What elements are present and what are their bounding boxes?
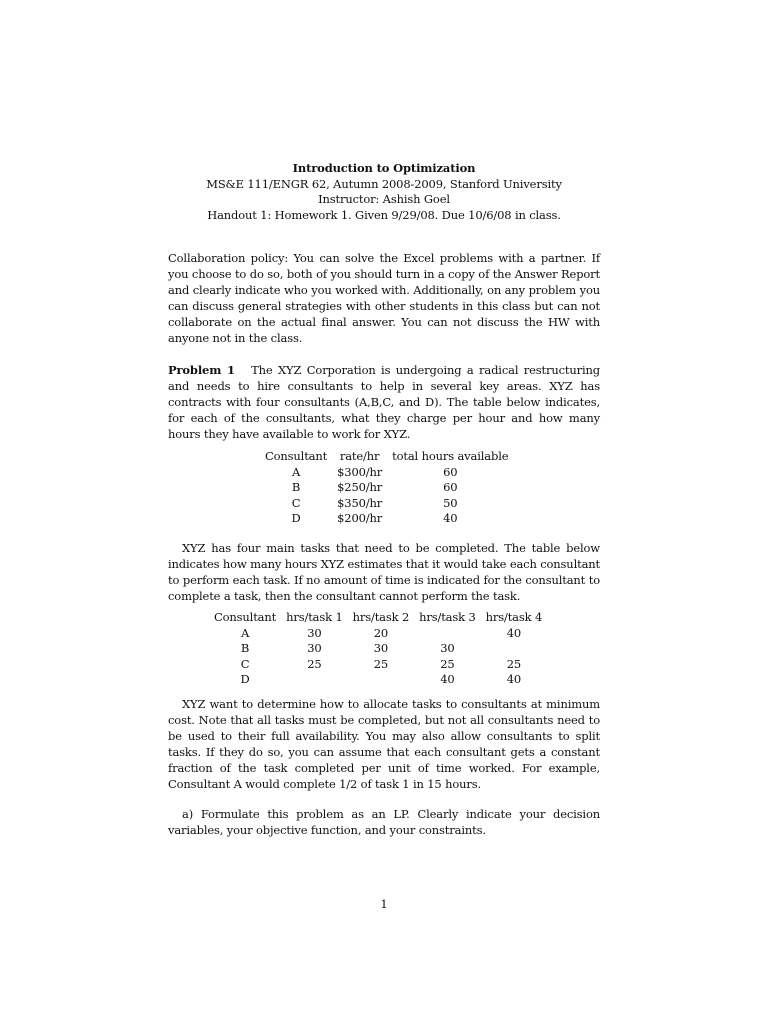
table-cell (348, 672, 415, 688)
table-cell: C (291, 495, 301, 510)
table-cell: D (240, 672, 250, 686)
table-row (260, 511, 513, 527)
table-cell: 60 (443, 480, 458, 494)
table-cell: $200/hr (337, 511, 383, 525)
part-a-question: a) Formulate this problem as an LP. Clearly indicate your decision variables, your objective function, and your constraints. (168, 807, 600, 837)
table-cell: 50 (443, 495, 458, 510)
table-cell: 25 (506, 656, 522, 671)
table-header-cell: Consultant (265, 449, 328, 463)
table-row (209, 641, 547, 657)
table-cell: $250/hr (337, 480, 383, 494)
table-row (260, 465, 513, 481)
table-row (209, 672, 547, 688)
table-cell: 30 (373, 641, 389, 655)
table-row (209, 626, 547, 642)
document-title: Introduction to Optimization (292, 161, 476, 175)
collaboration-policy: Collaboration policy: You can solve the Excel problems with a partner. If you choose to do so, both of you should turn in a copy of the Answer Report and clearly indicate who you worked with. Additionally, on any problem you can discuss general strategies with other students in this class but can not collaborate on the actual final answer. You can not discuss the HW with anyone not in the class. (168, 251, 600, 345)
table-header-cell: hrs/task 3 (419, 610, 476, 624)
table-row (209, 657, 547, 673)
table-cell: 30 (307, 625, 322, 640)
table-cell: B (240, 641, 250, 655)
table-cell (281, 672, 348, 688)
table-cell: A (240, 625, 250, 640)
instructor-line: Instructor: Ashish Goel (318, 192, 450, 206)
table-cell: 40 (506, 625, 522, 640)
table-header-cell: rate/hr (339, 449, 380, 463)
table-cell: 25 (307, 656, 322, 671)
problem-1-intro (168, 362, 600, 442)
course-line: MS&E 111/ENGR 62, Autumn 2008-2009, Stanford University (206, 176, 562, 191)
page-number: 1 (380, 897, 388, 911)
handout-line: Handout 1: Homework 1. Given 9/29/08. Due 10/6/08 in class. (207, 207, 561, 222)
table-cell: 25 (373, 656, 389, 671)
table-cell: 40 (443, 511, 458, 525)
table-header-cell: hrs/task 2 (352, 610, 410, 624)
table-header-row (209, 610, 547, 626)
table-cell: B (291, 480, 301, 494)
table-cell: 20 (373, 625, 389, 640)
table-cell (481, 641, 548, 657)
table-header-cell: hrs/task 4 (485, 610, 543, 624)
table-cell: $350/hr (337, 495, 383, 510)
table-header-cell: Consultant (214, 610, 277, 624)
table-cell: A (291, 464, 301, 479)
problem-1-label: Problem 1 (168, 363, 235, 377)
allocation-paragraph: XYZ want to determine how to allocate tasks to consultants at minimum cost. Note that all tasks must be completed, but not all consultants need to be used to their full availability. You may also allow consultants to split tasks. If they do so, you can assume that each consultant gets a constant fraction of the task completed per unit of time worked. For example, Consultant A would complete 1/2 of task 1 in 15 hours. (168, 697, 600, 791)
problem-1-intro-text: The XYZ Corporation is undergoing a radical restructuring and needs to hire consultants to help in several key areas. XYZ has contracts with four consultants (A,B,C, and D). The table below indicates, for each of the consultants, what they charge per hour and how many hours they have available to work for XYZ. (168, 363, 600, 441)
table-cell (414, 626, 481, 642)
table-cell: 40 (506, 672, 522, 686)
table-row (260, 480, 513, 496)
document-header (168, 161, 600, 223)
table-cell: 60 (443, 464, 458, 479)
table-cell: 40 (440, 672, 455, 686)
table-header-cell: hrs/task 1 (286, 610, 343, 624)
table-cell: 30 (307, 641, 322, 655)
table-cell: 25 (440, 656, 455, 671)
table-cell: 30 (440, 641, 455, 655)
table-cell: $300/hr (337, 464, 383, 479)
table-cell: D (291, 511, 301, 525)
tasks-paragraph: XYZ has four main tasks that need to be completed. The table below indicates how many hours XYZ estimates that it would take each consultant to perform each task. If no amount of time is indicated for the consultant to complete a task, then the consultant cannot perform the task. (168, 541, 600, 603)
table-cell: C (240, 656, 250, 671)
consultant-rates-table (260, 449, 513, 527)
table-header-row (260, 449, 513, 465)
task-hours-table (209, 610, 547, 688)
table-row (260, 496, 513, 512)
table-header-cell: total hours available (392, 449, 509, 463)
